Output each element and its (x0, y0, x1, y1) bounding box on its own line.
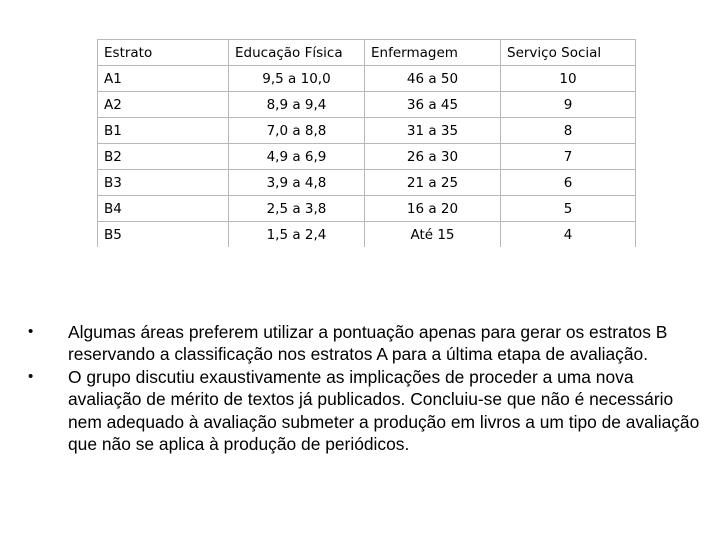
bullet-text: Algumas áreas preferem utilizar a pontuação apenas para gerar os estratos B reservando a classificação nos estratos A para a última etapa de avaliação. (68, 322, 668, 365)
table-row (98, 196, 636, 222)
table-row (98, 222, 636, 248)
table-row (98, 66, 636, 92)
cell-estrato: B3 (98, 170, 229, 196)
cell-enfermagem: 21 a 25 (365, 170, 501, 196)
bullet-marker: • (28, 323, 34, 340)
table-row (98, 92, 636, 118)
cell-educacao-fisica: 7,0 a 8,8 (229, 118, 365, 144)
cell-servico-social: 5 (501, 196, 636, 222)
bullet-list (28, 321, 700, 455)
table-row (98, 170, 636, 196)
cell-enfermagem: Até 15 (365, 222, 501, 248)
cell-servico-social: 8 (501, 118, 636, 144)
table-row (98, 118, 636, 144)
column-header-estrato: Estrato (98, 40, 229, 66)
cell-estrato: A2 (98, 92, 229, 118)
cell-educacao-fisica: 9,5 a 10,0 (229, 66, 365, 92)
cell-estrato: B4 (98, 196, 229, 222)
strata-table (97, 39, 636, 247)
cell-servico-social: 7 (501, 144, 636, 170)
cell-educacao-fisica: 8,9 a 9,4 (229, 92, 365, 118)
cell-estrato: A1 (98, 66, 229, 92)
cell-enfermagem: 36 a 45 (365, 92, 501, 118)
cell-estrato: B2 (98, 144, 229, 170)
bullet-item (28, 321, 700, 366)
table-row (98, 144, 636, 170)
bullet-text: O grupo discutiu exaustivamente as implicações de proceder a uma nova avaliação de mérito de textos já publicados. Concluiu-se que não é necessário nem adequado à avaliação submeter a produção em livros a um tipo de avaliação que não se aplica à produção de periódicos. (68, 366, 700, 455)
cell-estrato: B5 (98, 222, 229, 248)
bullet-marker: • (28, 367, 34, 385)
cell-educacao-fisica: 3,9 a 4,8 (229, 170, 365, 196)
strata-table-container (97, 39, 635, 246)
cell-servico-social: 9 (501, 92, 636, 118)
column-header-enfermagem: Enfermagem (365, 40, 501, 66)
cell-enfermagem: 31 a 35 (365, 118, 501, 144)
column-header-servico-social: Serviço Social (501, 40, 636, 66)
cell-enfermagem: 26 a 30 (365, 144, 501, 170)
cell-estrato: B1 (98, 118, 229, 144)
cell-educacao-fisica: 1,5 a 2,4 (229, 222, 365, 248)
cell-educacao-fisica: 2,5 a 3,8 (229, 196, 365, 222)
cell-servico-social: 6 (501, 170, 636, 196)
cell-enfermagem: 46 a 50 (365, 66, 501, 92)
table-header-row (98, 40, 636, 66)
cell-educacao-fisica: 4,9 a 6,9 (229, 144, 365, 170)
cell-servico-social: 10 (501, 66, 636, 92)
cell-servico-social: 4 (501, 222, 636, 248)
column-header-educacao-fisica: Educação Física (229, 40, 365, 66)
bullet-item (28, 366, 700, 456)
cell-enfermagem: 16 a 20 (365, 196, 501, 222)
